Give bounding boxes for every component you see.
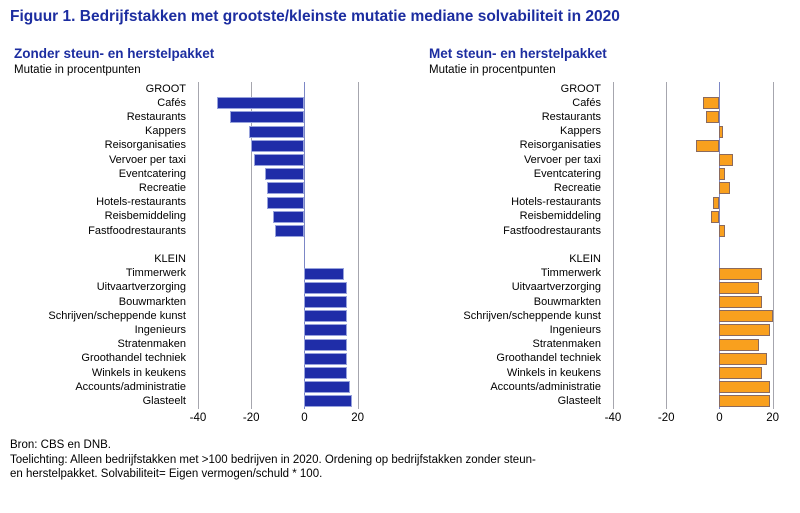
bar-met [719, 310, 772, 322]
category-row [14, 267, 384, 281]
group-label: GROOT [560, 82, 601, 95]
category-label: Bouwmarkten [533, 295, 601, 308]
bar-zonder [304, 339, 347, 351]
category-label: Vervoer per taxi [108, 153, 186, 166]
plot-cell [190, 167, 375, 181]
bar-met [719, 353, 767, 365]
axis-tick-label: 20 [351, 412, 365, 424]
plot-cell [605, 125, 790, 139]
plot-cell [190, 309, 375, 323]
panel-zonder-steun [14, 46, 384, 428]
category-row [429, 238, 799, 252]
plot-cell [190, 181, 375, 195]
plot-cell [605, 96, 790, 110]
category-label: Glasteelt [142, 395, 186, 408]
axis-tick-label: -40 [604, 412, 622, 424]
bar-zonder [273, 211, 305, 223]
category-label: Restaurants [126, 111, 186, 123]
category-row [429, 110, 799, 124]
bar-met [719, 182, 730, 194]
plot-cell [605, 281, 790, 295]
panel-header: Zonder steun- en herstelpakket [14, 46, 215, 61]
plot-cell [605, 196, 790, 210]
plot-cell [190, 338, 375, 352]
bar-met [706, 111, 719, 123]
plot-cell [190, 323, 375, 337]
panel-met-steun [429, 46, 799, 428]
category-row [14, 210, 384, 224]
plot-cell [190, 82, 375, 96]
group-label: GROOT [145, 82, 186, 95]
footer [0, 438, 800, 482]
category-row [14, 295, 384, 309]
plot-cell [605, 323, 790, 337]
chart-rows [14, 82, 384, 409]
bar-zonder [217, 97, 305, 109]
bar-zonder [304, 268, 344, 280]
bar-zonder [304, 367, 347, 379]
category-label: Fastfoodrestaurants [88, 224, 186, 237]
plot-cell [190, 281, 375, 295]
axis-tick-label: -20 [242, 412, 260, 424]
category-row [14, 380, 384, 394]
plot-cell [605, 252, 790, 266]
panel-header: Met steun- en herstelpakket [429, 46, 607, 61]
explanation-note-line2: en herstelpakket. Solvabiliteit= Eigen vermogen/schuld * 100. [10, 468, 323, 480]
category-row [429, 210, 799, 224]
category-row [14, 309, 384, 323]
category-row [429, 380, 799, 394]
category-row [429, 224, 799, 238]
bar-zonder [275, 225, 304, 237]
bar-met [703, 97, 719, 109]
bar-met [719, 154, 732, 166]
plot-cell [605, 366, 790, 380]
plot-cell [190, 295, 375, 309]
category-label: Reisorganisaties [104, 139, 186, 152]
bar-met [719, 268, 762, 280]
bar-zonder [304, 296, 347, 308]
bar-zonder [304, 310, 347, 322]
category-label: Uitvaartverzorging [511, 281, 601, 294]
panel-subtitle: Mutatie in procentpunten [429, 64, 556, 76]
category-label: Stratenmaken [117, 338, 186, 351]
plot-cell [190, 394, 375, 408]
bar-zonder [304, 353, 347, 365]
source-note: Bron: CBS en DNB. [10, 439, 111, 451]
bar-met [719, 225, 724, 237]
plot-cell [605, 238, 790, 252]
bar-zonder [304, 395, 352, 407]
category-label: Hotels-restaurants [511, 196, 601, 209]
axis-tick-label: 20 [766, 412, 780, 424]
category-row [14, 167, 384, 181]
plot-cell [190, 125, 375, 139]
group-row [14, 82, 384, 96]
bar-met [719, 339, 759, 351]
bar-chart-met [429, 82, 799, 409]
plot-cell [605, 167, 790, 181]
category-label: Hotels-restaurants [96, 196, 186, 209]
plot-cell [190, 366, 375, 380]
plot-cell [605, 394, 790, 408]
bar-zonder [249, 126, 305, 138]
category-label: Winkels in keukens [91, 366, 186, 379]
group-label: KLEIN [154, 253, 186, 266]
plot-cell [605, 295, 790, 309]
plot-cell [190, 196, 375, 210]
category-label: Eventcatering [533, 167, 601, 180]
category-label: Eventcatering [118, 167, 186, 180]
plot-cell [190, 153, 375, 167]
category-row [429, 167, 799, 181]
plot-cell [605, 224, 790, 238]
figure-title: Figuur 1. Bedrijfstakken met grootste/kleinste mutatie mediane solvabiliteit in 2020 [10, 8, 620, 25]
plot-cell [605, 210, 790, 224]
bar-met [719, 126, 723, 138]
bar-zonder [267, 182, 304, 194]
plot-cell [605, 338, 790, 352]
plot-cell [190, 96, 375, 110]
plot-cell [605, 309, 790, 323]
category-row [429, 267, 799, 281]
plot-cell [190, 224, 375, 238]
plot-cell [605, 110, 790, 124]
bar-zonder [304, 381, 349, 393]
plot-cell [605, 181, 790, 195]
category-label: Schrijven/scheppende kunst [463, 309, 601, 322]
category-row [429, 96, 799, 110]
bar-met [711, 211, 719, 223]
category-label: Glasteelt [557, 395, 601, 408]
plot-cell [190, 210, 375, 224]
panels-container [0, 46, 800, 428]
x-axis [190, 412, 375, 428]
bar-zonder [304, 282, 347, 294]
bar-met [719, 367, 762, 379]
bar-zonder [254, 154, 305, 166]
category-row [14, 181, 384, 195]
plot-cell [190, 238, 375, 252]
bar-zonder [304, 324, 347, 336]
category-row [429, 309, 799, 323]
category-label: Schrijven/scheppende kunst [48, 309, 186, 322]
bar-met [719, 296, 762, 308]
group-label: KLEIN [569, 253, 601, 266]
bar-met [719, 381, 770, 393]
axis-tick-label: -40 [189, 412, 207, 424]
category-label: Ingenieurs [134, 324, 186, 337]
category-label: Reisbemiddeling [519, 210, 601, 223]
plot-cell [190, 110, 375, 124]
category-label: Accounts/administratie [490, 380, 601, 393]
chart-rows [429, 82, 799, 409]
plot-cell [605, 380, 790, 394]
plot-cell [605, 267, 790, 281]
plot-cell [605, 153, 790, 167]
category-row [429, 153, 799, 167]
axis-tick-label: -20 [657, 412, 675, 424]
category-row [14, 224, 384, 238]
bar-zonder [265, 168, 305, 180]
bar-chart-zonder [14, 82, 384, 409]
category-label: Uitvaartverzorging [96, 281, 186, 294]
category-label: Groothandel techniek [81, 352, 186, 365]
category-row [429, 338, 799, 352]
category-row [429, 366, 799, 380]
category-row [14, 196, 384, 210]
category-row [14, 281, 384, 295]
category-label: Fastfoodrestaurants [503, 224, 601, 237]
plot-cell [605, 352, 790, 366]
bar-met [719, 395, 770, 407]
bar-met [719, 282, 759, 294]
bar-met [719, 168, 724, 180]
category-row [429, 139, 799, 153]
plot-cell [190, 139, 375, 153]
category-label: Winkels in keukens [506, 366, 601, 379]
category-row [14, 338, 384, 352]
category-row [14, 139, 384, 153]
category-label: Groothandel techniek [496, 352, 601, 365]
group-row [429, 252, 799, 266]
category-label: Bouwmarkten [118, 295, 186, 308]
category-label: Kappers [560, 125, 601, 138]
category-row [14, 96, 384, 110]
category-row [14, 323, 384, 337]
category-label: Reisorganisaties [519, 139, 601, 152]
plot-cell [190, 252, 375, 266]
category-row [14, 366, 384, 380]
category-row [14, 352, 384, 366]
category-row [429, 196, 799, 210]
category-row [429, 281, 799, 295]
bar-zonder [267, 197, 304, 209]
category-row [14, 238, 384, 252]
category-row [14, 110, 384, 124]
category-label: Vervoer per taxi [523, 153, 601, 166]
category-label: Recreatie [138, 182, 186, 195]
axis-tick-label: 0 [716, 412, 723, 424]
category-row [429, 323, 799, 337]
plot-cell [190, 352, 375, 366]
category-row [14, 394, 384, 408]
bar-zonder [251, 140, 304, 152]
category-row [429, 352, 799, 366]
category-row [14, 153, 384, 167]
bar-met [719, 324, 770, 336]
plot-cell [190, 380, 375, 394]
category-label: Accounts/administratie [75, 380, 186, 393]
category-label: Recreatie [553, 182, 601, 195]
plot-cell [190, 267, 375, 281]
category-row [14, 125, 384, 139]
group-row [14, 252, 384, 266]
category-row [429, 125, 799, 139]
category-label: Kappers [145, 125, 186, 138]
category-label: Reisbemiddeling [104, 210, 186, 223]
category-label: Ingenieurs [549, 324, 601, 337]
category-label: Stratenmaken [532, 338, 601, 351]
plot-cell [605, 82, 790, 96]
panel-subtitle: Mutatie in procentpunten [14, 64, 141, 76]
category-label: Cafés [157, 96, 186, 109]
category-label: Timmerwerk [540, 267, 601, 280]
x-axis [605, 412, 790, 428]
group-row [429, 82, 799, 96]
plot-cell [605, 139, 790, 153]
bar-met [713, 197, 720, 209]
bar-met [696, 140, 720, 152]
category-label: Timmerwerk [125, 267, 186, 280]
bar-zonder [230, 111, 305, 123]
category-row [429, 181, 799, 195]
category-label: Cafés [572, 96, 601, 109]
category-label: Restaurants [541, 111, 601, 123]
category-row [429, 394, 799, 408]
explanation-note-line1: Toelichting: Alleen bedrijfstakken met >100 bedrijven in 2020. Ordening op bedrijfstakken zonder steun- [10, 453, 536, 466]
category-row [429, 295, 799, 309]
axis-tick-label: 0 [301, 412, 308, 424]
